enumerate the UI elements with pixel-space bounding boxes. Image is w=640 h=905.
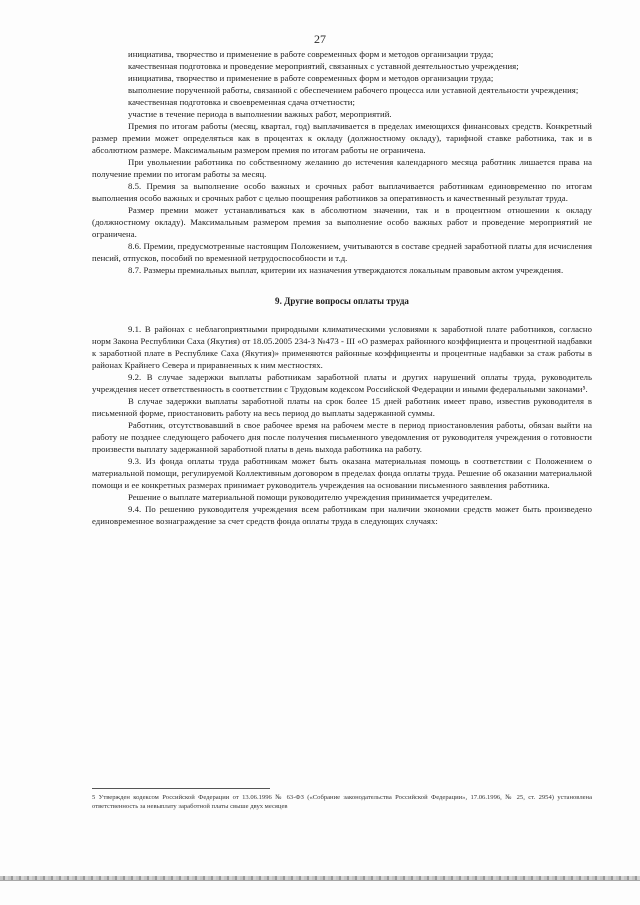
paragraph: Решение о выплате материальной помощи руководителю учреждения принимается учредителем. xyxy=(128,492,493,502)
paragraph: 9.3. Из фонда оплаты труда работникам может быть оказана материальная помощь в соответствии с Положением о материальной помощи, регулируемой Коллективным договором в пределах фонда оплаты труда. Решение об оказании материальной помощи и ее конкретных размерах принимает руководитель учреждения на основании письменного заявления работника. xyxy=(92,456,592,490)
paragraph: 8.6. Премии, предусмотренные настоящим Положением, учитываются в составе средней заработной платы для исчисления пенсий, отпусков, пособий по временной нетрудоспособности и т.д. xyxy=(92,241,592,263)
paragraph: Работник, отсутствовавший в свое рабочее время на рабочем месте в период приостановления работы, обязан выйти на работу не позднее следующего рабочего дня после получения письменного уведомления от руководителя учреждения о готовности произвести выплату задержанной заработной платы в день выхода работника на работу. xyxy=(92,420,592,454)
paragraph: В случае задержки выплаты заработной платы на срок более 15 дней работник имеет право, известив руководителя в письменной форме, приостановить работу на весь период до выплаты задержанной суммы. xyxy=(92,396,592,418)
footnote: 5 Утвержден кодексом Российской Федерации от 13.06.1996 № 63-ФЗ («Собрание законодательства Российской Федерации», 17.06.1996, № 25, ст. 2954) установлена ответственность за невыплату заработной платы свыше двух месяцев xyxy=(92,794,592,810)
paragraph: Размер премии может устанавливаться как в абсолютном значении, так и в процентном отношении к окладу (должностному окладу). Максимальным размером премия за выполнение особо важных работ и проведение мероприятий не ограничена. xyxy=(92,205,592,239)
paragraph: 8.7. Размеры премиальных выплат, критерии их назначения утверждаются локальным правовым актом учреждения. xyxy=(128,265,564,275)
list-item: участие в течение периода в выполнении важных работ, мероприятий. xyxy=(128,109,392,119)
footnote-divider xyxy=(92,788,270,789)
document-body xyxy=(92,48,592,527)
page-number: 27 xyxy=(314,32,326,46)
list-item: инициатива, творчество и применение в работе современных форм и методов организации труда; xyxy=(128,73,494,83)
list-item: качественная подготовка и проведение мероприятий, связанных с уставной деятельностью учреждения; xyxy=(128,61,519,71)
paragraph: 9.4. По решению руководителя учреждения всем работникам при наличии экономии средств может быть произведено единовременное вознаграждение за счет средств фонда оплаты труда в следующих случаях: xyxy=(92,504,592,526)
list-item: выполнение порученной работы, связанной с обеспечением рабочего процесса или уставной деятельности учреждения; xyxy=(128,85,579,95)
paragraph: 8.5. Премия за выполнение особо важных и срочных работ выплачивается работникам единовременно по итогам выполнения особо важных и срочных работ с целью поощрения работников за оперативность и качественный результат труда. xyxy=(92,181,592,203)
list-item: инициатива, творчество и применение в работе современных форм и методов организации труда; xyxy=(128,49,494,59)
section-heading: 9. Другие вопросы оплаты труда xyxy=(275,296,409,306)
paragraph: 9.2. В случае задержки выплаты работникам заработной платы и других нарушений оплаты труда, руководитель учреждения несет ответственность в соответствии с Трудовым кодексом Российской Федерации и иными федеральными законами⁵. xyxy=(92,372,592,394)
paragraph: 9.1. В районах с неблагоприятными природными климатическими условиями к заработной плате работников, согласно норм Закона Республики Саха (Якутия) от 18.05.2005 234-З №473 - III «О размерах районного коэффициента и процентной надбавки к заработной плате в Республике Саха (Якутия)» применяются районные коэффициенты и процентные надбавки за стаж работы в районах Крайнего Севера и приравненных к ним местностях. xyxy=(92,324,592,370)
paragraph: Премия по итогам работы (месяц, квартал, год) выплачивается в пределах имеющихся финансовых средств. Конкретный размер премии может определяться как в процентах к окладу (должностному окладу), тарифной ставке работника, так и в абсолютном размере. Максимальным размером премия по итогам работы не ограничена. xyxy=(92,121,592,155)
paragraph: При увольнении работника по собственному желанию до истечения календарного месяца работник лишается права на получение премии по итогам работы за месяц. xyxy=(92,157,592,179)
scan-edge-line xyxy=(0,880,640,881)
list-item: качественная подготовка и своевременная сдача отчетности; xyxy=(128,97,355,107)
